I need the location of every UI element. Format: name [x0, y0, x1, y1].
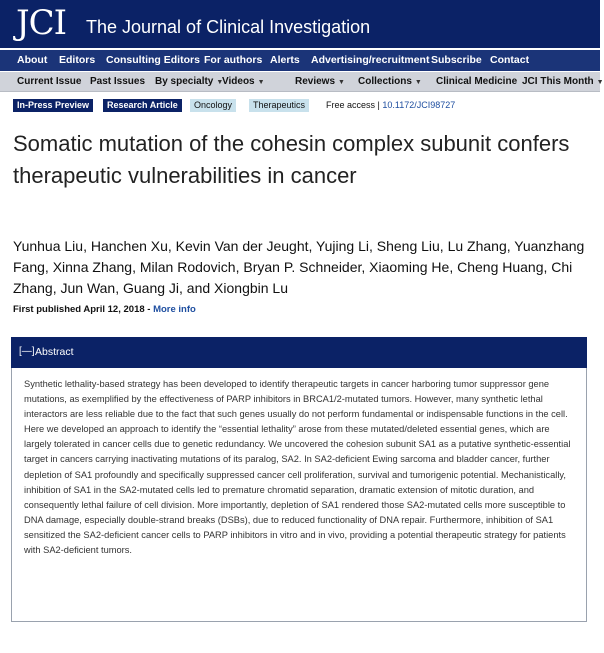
- nav-subscribe[interactable]: Subscribe: [431, 54, 482, 66]
- published-date: First published April 12, 2018 -: [13, 304, 154, 315]
- nav-current-issue-label: Current Issue: [17, 76, 82, 87]
- chevron-down-icon: ▼: [414, 79, 422, 86]
- abstract-panel: [11, 368, 587, 622]
- nav-consulting-editors[interactable]: Consulting Editors: [106, 54, 200, 66]
- nav-jci-this-month-label: JCI This Month: [522, 76, 594, 87]
- nav-clinical-medicine[interactable]: [436, 72, 517, 92]
- doi-link[interactable]: 10.1172/JCI98727: [382, 100, 456, 110]
- publication-info: [13, 304, 196, 315]
- nav-advertising-recruitment[interactable]: Advertising/recruitment: [311, 54, 430, 66]
- access-info: [326, 99, 455, 112]
- nav-past-issues-label: Past Issues: [90, 76, 146, 87]
- nav-contact[interactable]: Contact: [490, 54, 530, 66]
- author-list: Yunhua Liu, Hanchen Xu, Kevin Van der Jeught, Yujing Li, Sheng Liu, Lu Zhang, Yuanzhang Fang, Xinna Zhang, Milan Rodovich, Bryan P. Schneider, Xiaoming He, Cheng Huang, Chi Zhang, Jun Wan, Guang Ji, and Xiongbin Lu: [13, 238, 585, 296]
- tag-research-article[interactable]: Research Article: [103, 99, 182, 112]
- tag-oncology[interactable]: Oncology: [190, 99, 236, 112]
- nav-reviews[interactable]: [295, 72, 345, 92]
- chevron-down-icon: ▼: [338, 79, 345, 86]
- tag-therapeutics[interactable]: Therapeutics: [249, 99, 309, 112]
- abstract-text: Synthetic lethality-based strategy has been developed to identify therapeutic targets in cancer harboring tumor suppressor gene mutations, as exemplified by the effectiveness of PARP inhibitors in BRCA1/2-mutated tumors. However, many synthetic lethal interactors are less reliable due to the fact that such genes usually do not perform fundamental or indispensable functions in the cell. Here we developed an approach to identify the “essential lethality” arose from these mutated/deleted essential genes, which are largely tolerated in cancer cells due to genetic redundancy. We uncovered the cohesion subunit SA1 as a putative synthetic-essential target in cancers carrying inactivating mutations of its paralog, SA2. In SA2-deficient Ewing sarcoma and bladder cancer, further depletion of SA1 profoundly and specifically suppressed cancer cell proliferation, survival and tumorigenic potential. Mechanistically, inhibition of SA1 in the SA2-mutated cells led to premature chromatid separation, dramatic extension of mitotic duration, and consequently lethal failure of cell division. More importantly, depletion of SA1 rendered those SA2-mutated cells more susceptible to DNA damage, especially double-strand breaks (DSBs), due to reduced functionality of DNA repair. Furthermore, inhibition of SA1 sensitized the SA2-deficient cancer cells to PARP inhibitors in vitro and in vivo, providing a potential therapeutic strategy for patients with SA2-deficient tumors.: [24, 379, 571, 556]
- nav-about[interactable]: About: [17, 54, 48, 66]
- primary-nav: [0, 50, 600, 71]
- nav-by-specialty[interactable]: [155, 72, 223, 92]
- abstract-header[interactable]: [11, 337, 587, 368]
- nav-videos[interactable]: [222, 72, 265, 92]
- secondary-nav: [0, 72, 604, 92]
- more-info-link[interactable]: More info: [153, 304, 196, 315]
- nav-videos-label: Videos: [222, 76, 255, 87]
- chevron-down-icon: ▼: [257, 79, 265, 86]
- nav-alerts[interactable]: Alerts: [270, 54, 300, 66]
- nav-collections[interactable]: [358, 72, 422, 92]
- chevron-down-icon: ▼: [216, 79, 224, 86]
- nav-current-issue[interactable]: [17, 72, 81, 92]
- abstract-heading: Abstract: [35, 346, 74, 358]
- nav-jci-this-month[interactable]: [522, 72, 604, 92]
- jci-logo[interactable]: JCI: [16, 3, 67, 43]
- chevron-down-icon: ▼: [596, 79, 604, 86]
- collapse-icon[interactable]: [—]: [19, 346, 35, 357]
- article-title: Somatic mutation of the cohesin complex subunit confers therapeutic vulnerabilities in cancer: [13, 131, 570, 188]
- nav-collections-label: Collections: [358, 76, 412, 87]
- nav-for-authors[interactable]: For authors: [204, 54, 263, 66]
- journal-name[interactable]: The Journal of Clinical Investigation: [86, 17, 371, 37]
- nav-clinical-medicine-label: Clinical Medicine: [436, 76, 518, 87]
- tag-in-press-preview[interactable]: In-Press Preview: [13, 99, 93, 112]
- nav-editors[interactable]: Editors: [59, 54, 96, 66]
- nav-past-issues[interactable]: [90, 72, 145, 92]
- nav-reviews-label: Reviews: [295, 76, 336, 87]
- site-header: [0, 0, 600, 48]
- nav-by-specialty-label: By specialty: [155, 76, 214, 87]
- free-access-label: Free access |: [326, 100, 383, 110]
